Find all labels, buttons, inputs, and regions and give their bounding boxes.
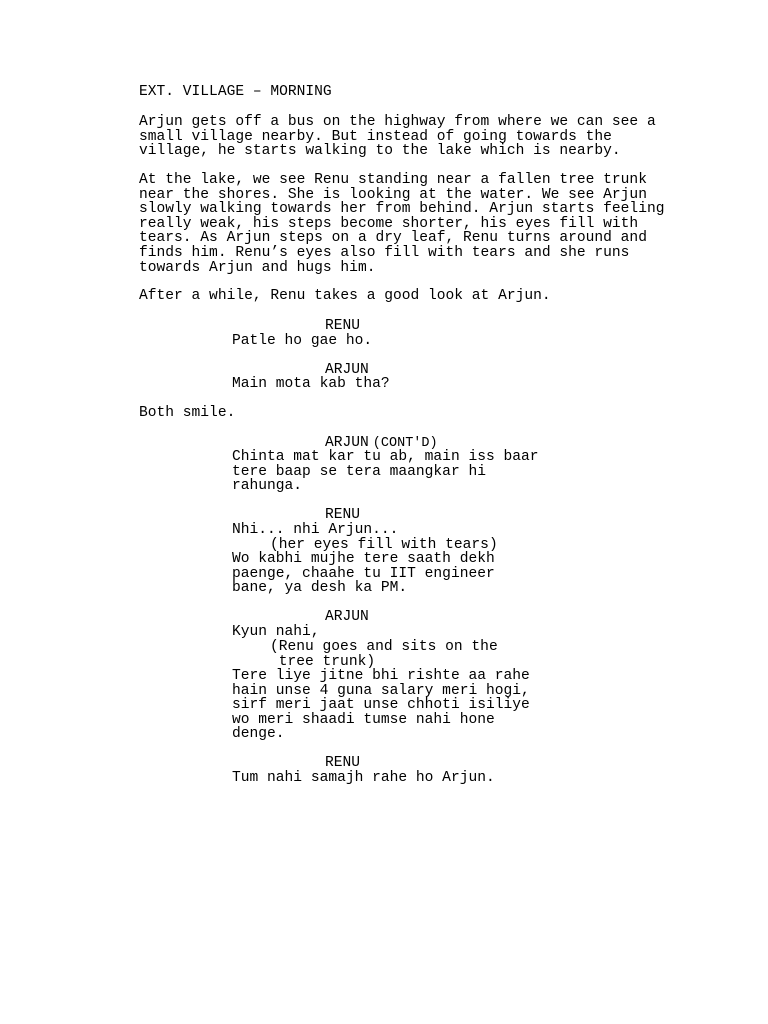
character-cue: RENU [325, 318, 361, 334]
action-paragraph: After a while, Renu takes a good look at Arjun. [139, 288, 551, 304]
dialogue-line: Tum nahi samajh rahe ho Arjun. [232, 770, 495, 786]
dialogue-line: Kyun nahi, [232, 624, 320, 640]
dialogue-line: Main mota kab tha? [232, 376, 390, 392]
dialogue-line: Tere liye jitne bhi rishte aa rahe hain unse 4 guna salary meri hogi, sirf meri jaat unse chhoti isiliye wo meri shaadi tumse nahi hone denge. [232, 668, 530, 743]
character-cue: ARJUN [325, 609, 369, 625]
character-cue: RENU [325, 507, 361, 523]
action-paragraph: At the lake, we see Renu standing near a fallen tree trunk near the shores. She is looking at the water. We see Arjun slowly walking towards her from behind. Arjun starts feeling really weak, his steps become shorter, his eyes fill with tears. As Arjun steps on a dry leaf, Renu turns around and finds him. Renu’s eyes also fill with tears and she runs towards Arjun and hugs him. [139, 172, 665, 276]
parenthetical: (her eyes fill with tears) [270, 537, 498, 553]
dialogue-line: Patle ho gae ho. [232, 333, 373, 349]
action-paragraph: Both smile. [139, 405, 236, 421]
character-name: ARJUN [325, 435, 369, 451]
action-paragraph: Arjun gets off a bus on the highway from where we can see a small village nearby. But instead of going towards the village, he starts walking to the lake which is nearby. [139, 114, 656, 160]
dialogue-line: Nhi... nhi Arjun... [232, 522, 399, 538]
scene-heading: EXT. VILLAGE – MORNING [139, 84, 332, 100]
character-cue: ARJUN [325, 362, 369, 378]
character-cue: RENU [325, 755, 361, 771]
cont-extension: (CONT'D) [372, 436, 438, 451]
parenthetical: (Renu goes and sits on the tree trunk) [270, 639, 498, 670]
dialogue-line: Wo kabhi mujhe tere saath dekh paenge, chaahe tu IIT engineer bane, ya desh ka PM. [232, 551, 495, 597]
dialogue-line: Chinta mat kar tu ab, main iss baar tere baap se tera maangkar hi rahunga. [232, 449, 539, 495]
